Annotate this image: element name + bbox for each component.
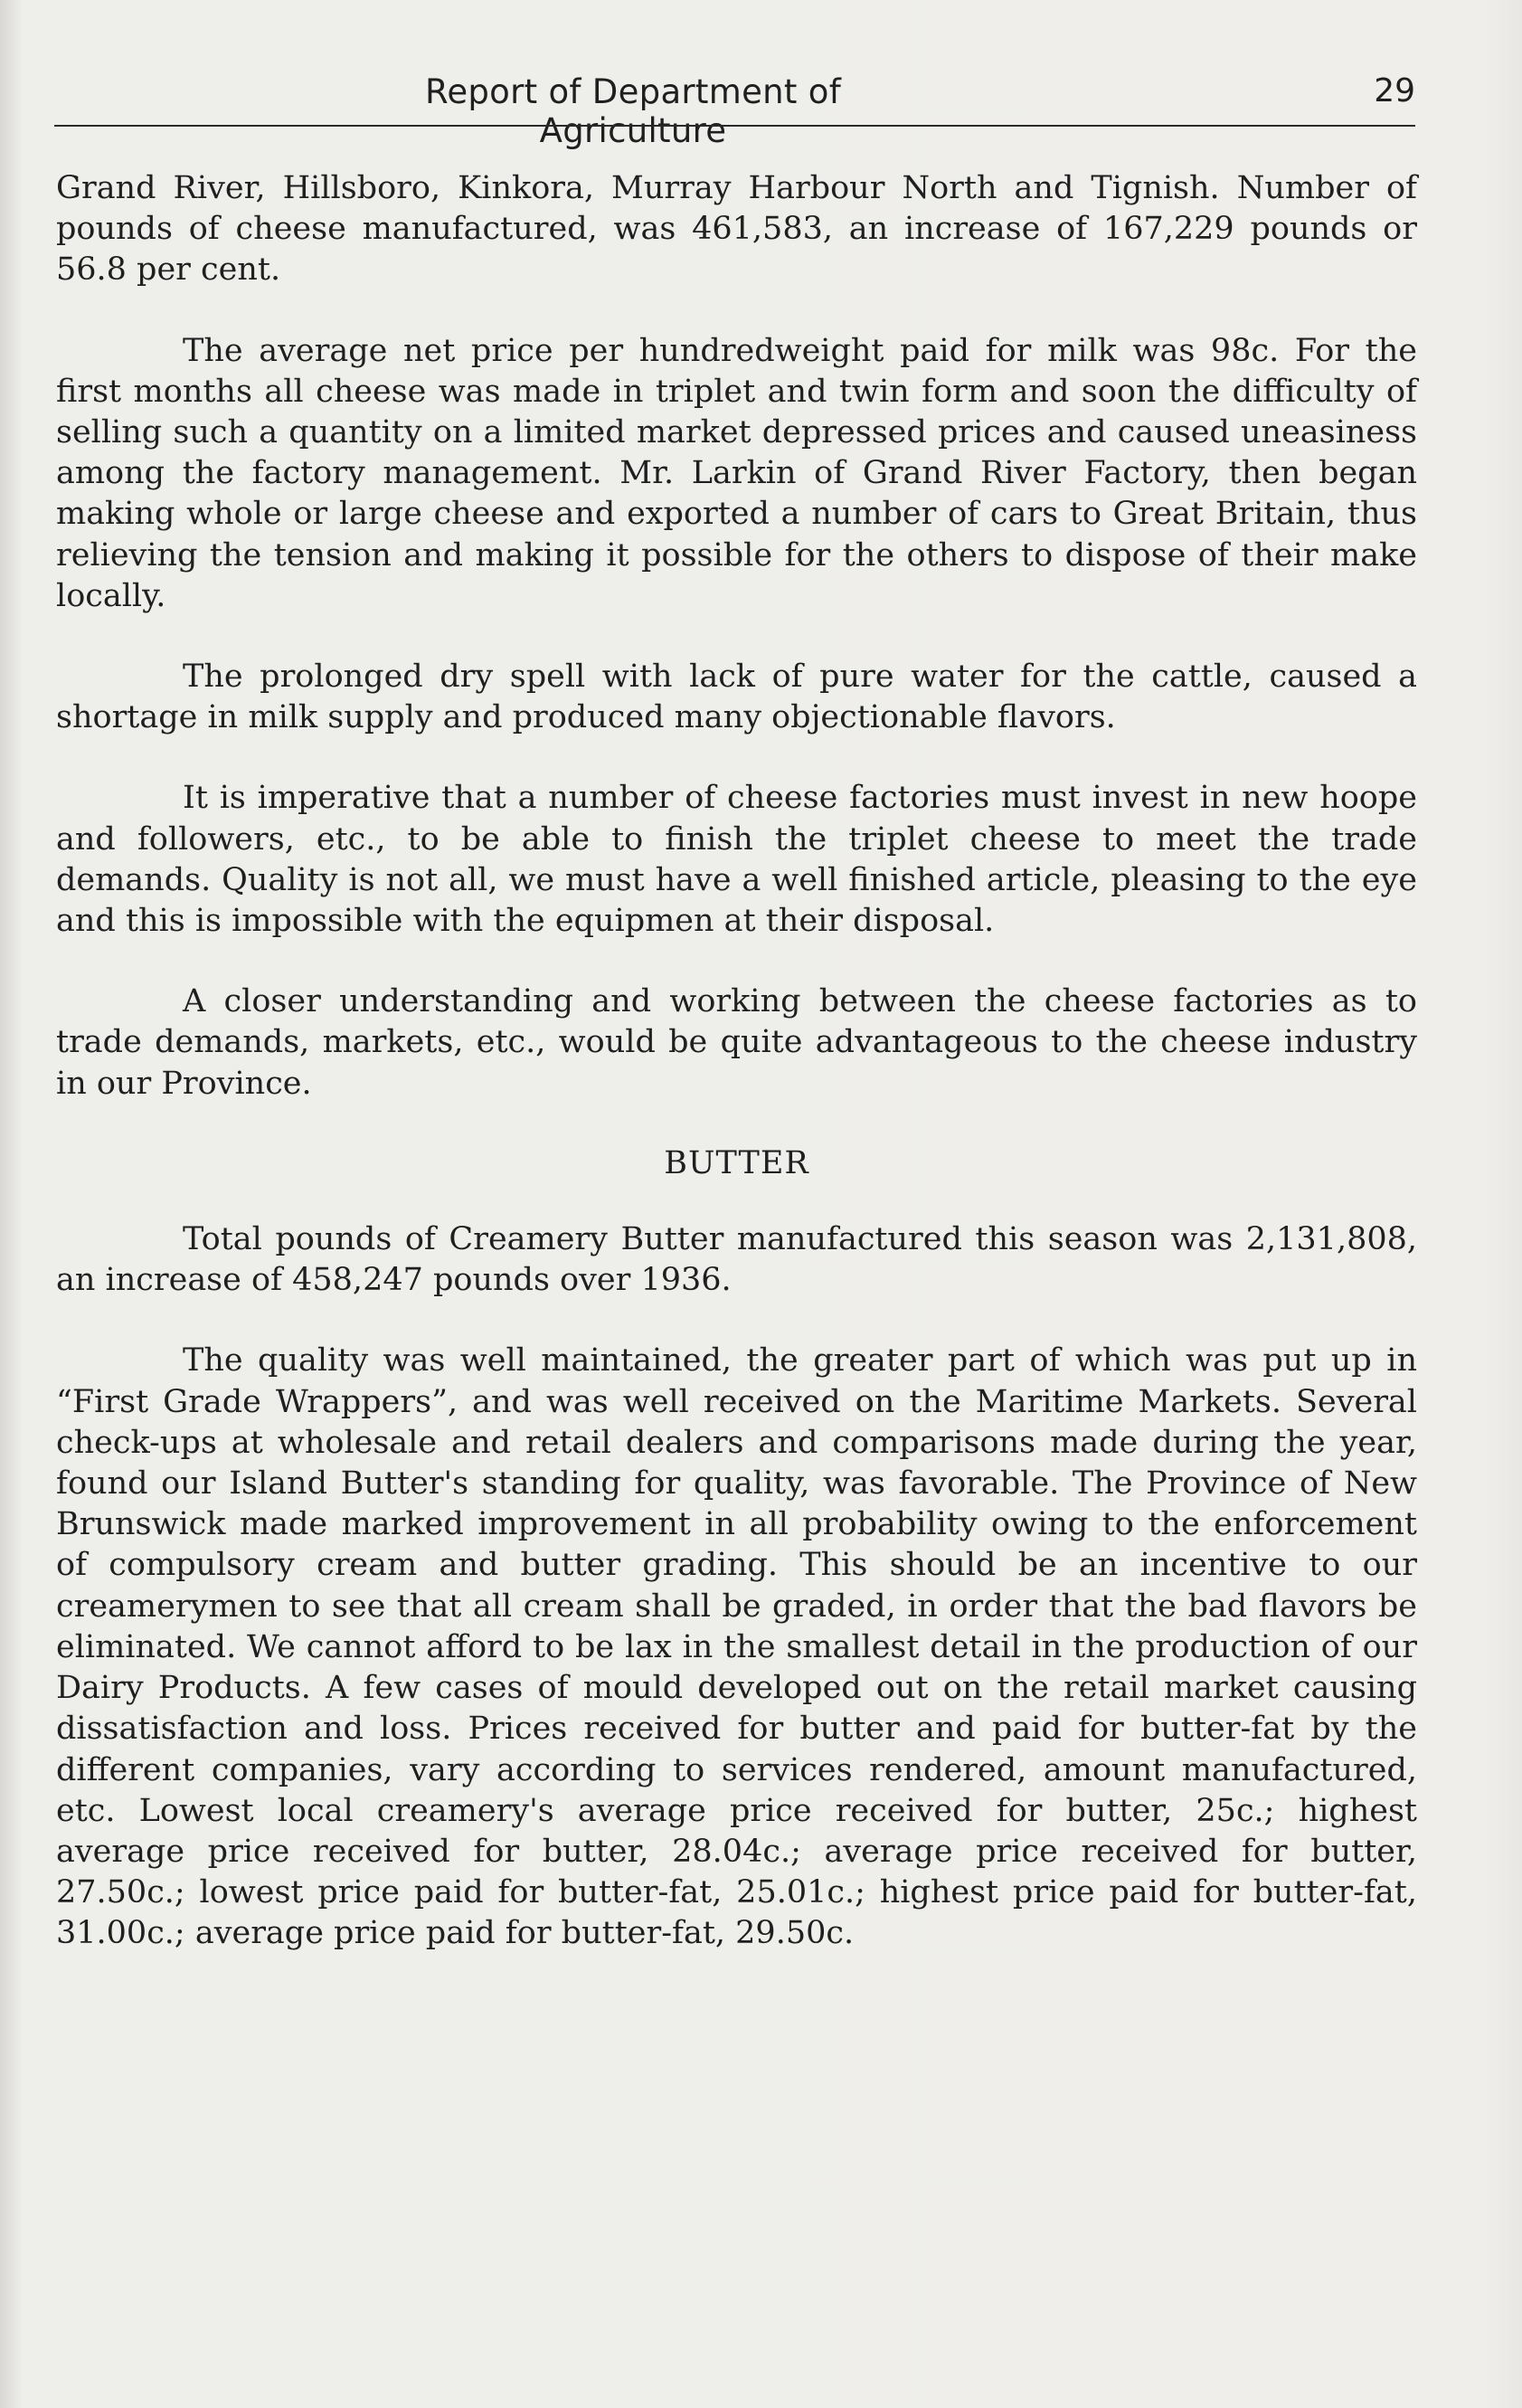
- section-heading-butter: BUTTER: [664, 1144, 809, 1181]
- header-rule: [54, 125, 1415, 127]
- paragraph-dry-spell: The prolonged dry spell with lack of pure water for the cattle, caused a shortage in milk supply and produced many objectionable flavors.: [56, 659, 1417, 736]
- paragraph-trade-demands: A closer understanding and working between the cheese factories as to trade demands, markets, etc., would be quite advantageous to the cheese industry in our Province.: [56, 983, 1417, 1102]
- paragraph-equipment: It is imperative that a number of cheese factories must invest in new hoope and followers, etc., to be able to finish the triplet cheese to meet the trade demands. Quality is not all, we must have a well finished article, pleasing to the eye and this is impossible with the equipmen at their disposal.: [56, 780, 1417, 940]
- paragraph-butter-total: Total pounds of Creamery Butter manufactured this season was 2,131,808, an increase of 458,247 pounds over 1936.: [56, 1221, 1417, 1299]
- paragraph-milk-price: The average net price per hundredweight paid for milk was 98c. For the first months all cheese was made in triplet and twin form and soon the difficulty of selling such a quantity on a limited market depressed prices and caused uneasiness among the factory management. Mr. Larkin of Grand River Factory, then began making whole or large cheese and exported a number of cars to Great Britain, thus relieving the tension and making it possible for the others to dispose of their make locally.: [56, 332, 1417, 614]
- page-header: [54, 65, 1415, 150]
- paragraph-butter-quality: The quality was well maintained, the greater part of which was put up in “First Grade Wrappers”, and was well received on the Maritime Markets. Several check-ups at wholesale and retail dealers and comparisons made during the year, found our Island Butter's standing for quality, was favorable. The Province of New Brunswick made marked improvement in all probability owing to the enforcement of compulsory cream and butter grading. This should be an incentive to our creamerymen to see that all cream shall be graded, in order that the bad flavors be eliminated. We cannot afford to be lax in the smallest detail in the production of our Dairy Products. A few cases of mould developed out on the retail market causing dissatisfaction and loss. Prices received for butter and paid for butter-fat by the different companies, vary according to services rendered, amount manufactured, etc. Lowest local creamery's average price received for butter, 25c.; highest average price received for butter, 28.04c.; average price received for butter, 27.50c.; lowest price paid for butter-fat, 25.01c.; highest price paid for butter-fat, 31.00c.; average price paid for butter-fat, 29.50c.: [56, 1342, 1417, 1952]
- running-title: Report of Department of Agriculture: [424, 72, 842, 150]
- page-number: 29: [1374, 72, 1415, 109]
- paragraph-cheese-continuation: Grand River, Hillsboro, Kinkora, Murray Harbour North and Tignish. Number of pounds of cheese manufactured, was 461,583, an increase of 167,229 pounds or 56.8 per cent.: [56, 170, 1417, 289]
- body-text: [56, 168, 1417, 1955]
